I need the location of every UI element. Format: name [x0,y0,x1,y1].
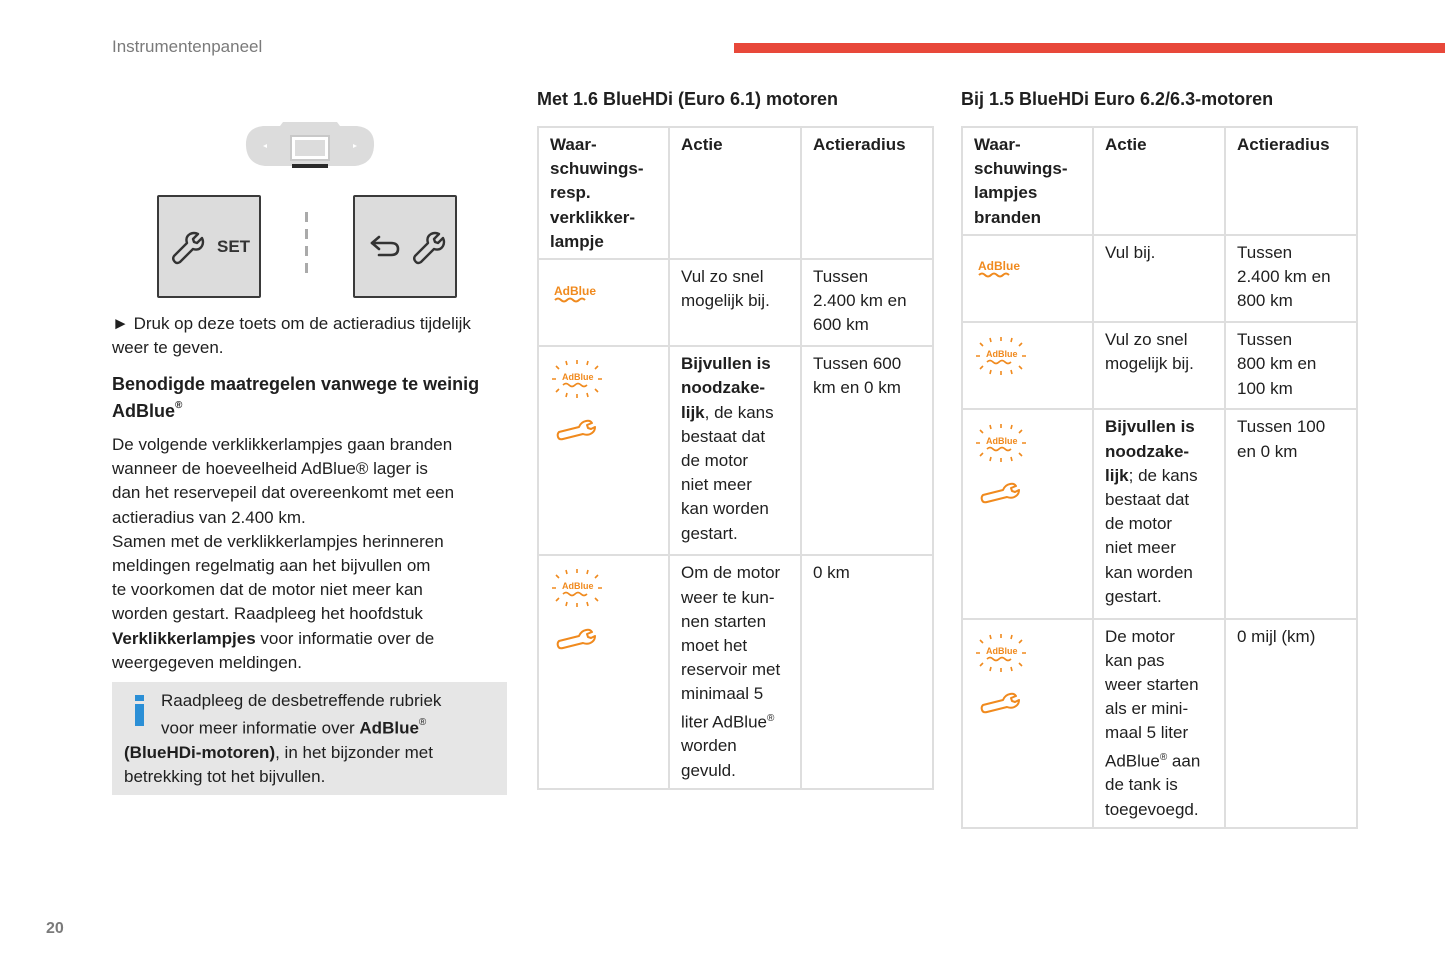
return-arrow-icon [355,197,455,296]
action-cell: De motor kan pas weer starten als er mini- maal 5 liter AdBlue® aan de tank is toegevoegd. [1093,619,1225,828]
adblue-icon [539,260,667,338]
lamp-cell [962,322,1093,409]
wrench-icon [414,233,444,263]
info-line: betrekking tot het bijvullen. [124,767,326,787]
chapter-reference: Verklikkerlampjes [112,628,256,648]
table-row [962,322,1357,409]
body-line: voor informatie over de [255,628,435,648]
lamp-cell [538,346,669,555]
action-cell: Bijvullen is noodzake- lijk; de kans bestaat dat de motor niet meer kan worden gestart. [1093,409,1225,618]
adblue-flashing-icon [963,410,1091,610]
button-separator [305,212,308,280]
body-line: De volgende verklikkerlampjes gaan branden [112,435,453,454]
action-cell: Vul bij. [1093,235,1225,322]
header-accent-bar [734,43,1445,53]
info-note [112,682,507,795]
wrench-icon [982,693,1019,712]
body-line: dan het reservepeil dat overeenkomt met een [112,483,455,503]
table-bluehdi-16 [537,126,934,790]
body-line: Samen met de verklikkerlampjes herinneren [112,531,444,551]
action-cell: Vul zo snel mogelijk bij. [1093,322,1225,409]
instruction-bullet [112,312,512,360]
info-bold: AdBlue [359,718,419,738]
table-header-row [538,127,933,259]
table-row [962,619,1357,828]
table-row [538,259,933,346]
section-heading [112,372,512,423]
header-range: Actieradius [1225,127,1357,235]
wrench-icon [558,630,595,649]
heading-line: Benodigde maatregelen vanwege te weinig [112,374,480,394]
adblue-flashing-icon [539,556,667,780]
return-wrench-button[interactable] [353,195,457,298]
header-action: Actie [1093,127,1225,235]
table-header-row [962,127,1357,235]
body-paragraph [112,433,512,675]
instrument-cluster-icon [243,116,377,172]
range-cell: 0 km [801,555,933,788]
page-section-title: Instrumentenpaneel [112,37,263,56]
action-cell: Bijvullen is noodzake- lijk, de kans bestaat dat de motor niet meer kan worden gestart. [669,346,801,555]
table-row [962,235,1357,322]
range-cell: Tussen 100 en 0 km [1225,409,1357,618]
header-warning-lamp: Waar- schuwings- resp. verklikker- lampje [538,127,669,259]
lamp-cell [962,235,1093,322]
table1-title: Met 1.6 BlueHDi (Euro 6.1) motoren [537,89,839,109]
action-cell: Om de motor weer te kun- nen starten moet het reservoir met minimaal 5 liter AdBlue® worden gevuld. [669,555,801,788]
bullet-text: Druk op deze toets om de actieradius tijdelijk [133,314,471,333]
registered-mark: ® [175,400,183,411]
heading-line-adblue: AdBlue [112,401,175,421]
info-bold: (BlueHDi-motoren) [124,743,276,763]
info-line: , in het bijzonder met [275,743,433,763]
svg-text:AdBlue: AdBlue [978,259,1020,273]
set-label: SET [217,237,251,256]
svg-text:AdBlue: AdBlue [562,581,594,592]
adblue-icon [963,236,1091,314]
bullet-marker: ► [112,314,129,333]
info-line: voor meer informatie over [161,718,360,738]
adblue-flashing-icon [963,620,1091,820]
body-line: worden gestart. Raadpleeg het hoofdstuk [112,604,423,624]
table-row [962,409,1357,618]
svg-text:AdBlue: AdBlue [986,349,1018,360]
range-cell: Tussen 2.400 km en 800 km [1225,235,1357,322]
svg-text:AdBlue: AdBlue [986,645,1018,656]
range-cell: Tussen 600 km en 0 km [801,346,933,555]
table-row [538,346,933,555]
table2-title: Bij 1.5 BlueHDi Euro 6.2/6.3-motoren [961,89,1274,109]
header-range: Actieradius [801,127,933,259]
wrench-icon [982,484,1019,503]
info-line: Raadpleeg de desbetreffende rubriek [161,691,442,710]
range-cell: 0 mijl (km) [1225,619,1357,828]
body-line: te voorkomen dat de motor niet meer kan [112,580,423,600]
action-cell: Vul zo snel mogelijk bij. [669,259,801,346]
wrench-icon [558,421,595,440]
header-warning-lamp: Waar- schuwings- lampjes branden [962,127,1093,235]
table-row [538,555,933,788]
body-line: meldingen regelmatig aan het bijvullen om [112,556,431,576]
range-cell: Tussen 800 km en 100 km [1225,322,1357,409]
adblue-flashing-icon [539,347,667,547]
registered-mark: ® [418,717,427,729]
range-cell: Tussen 2.400 km en 600 km [801,259,933,346]
adblue-flashing-icon [963,323,1091,401]
body-line: wanneer de hoeveelheid AdBlue® lager is [112,459,428,479]
svg-text:AdBlue: AdBlue [986,436,1018,447]
bullet-text-cont: weer te geven. [112,338,224,358]
svg-text:AdBlue: AdBlue [562,372,594,383]
body-line: weergegeven meldingen. [112,652,302,672]
lamp-cell [538,555,669,788]
lamp-cell [962,409,1093,618]
adblue-label: AdBlue [554,284,596,298]
header-action: Actie [669,127,801,259]
lamp-cell [962,619,1093,828]
set-button[interactable] [157,195,261,298]
table-bluehdi-15 [961,126,1358,829]
page-number: 20 [46,920,64,937]
body-line: actieradius van 2.400 km. [112,507,306,527]
lamp-cell [538,259,669,346]
